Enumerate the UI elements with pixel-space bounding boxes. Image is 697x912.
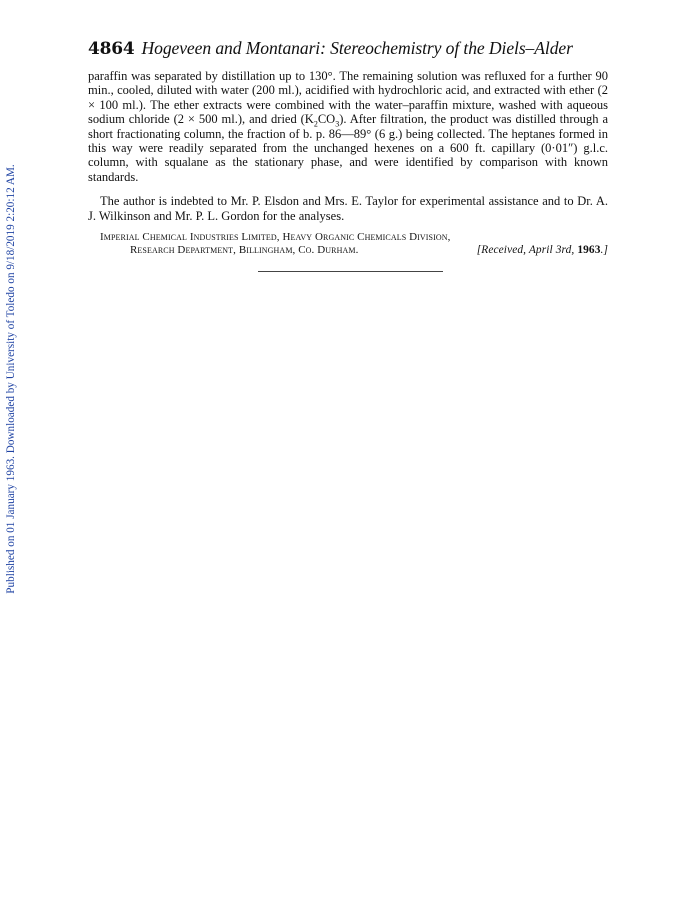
journal-page: [88, 38, 608, 257]
subscript-2: 2: [313, 119, 318, 129]
received-year: 1963: [577, 244, 601, 257]
received-prefix: [Received, April 3rd,: [476, 244, 578, 257]
article-body: [88, 69, 608, 223]
received-date: [477, 244, 608, 257]
affiliation-line-1: Imperial Chemical Industries Limited, Heavy Organic Chemicals Division,: [100, 231, 451, 244]
publication-download-note: Published on 01 January 1963. Downloaded by University of Toledo on 9/18/2019 2:20:12 AM.: [5, 164, 17, 594]
paragraph-text-part-2: ). After filtration, the product was distilled through a short fractionating column, the fraction of b. p. 86—89° (6 g.) being collected. The heptanes formed in this way were readily separated from the unchanged hexenes on a 600 ft. capillary (0·01″) g.l.c. column, with squalane as the stationary phase, and were identified by comparison with known standards.: [88, 112, 608, 184]
section-divider-rule: [258, 271, 443, 272]
paragraph-text-mid: CO: [317, 112, 336, 127]
experimental-paragraph: [88, 69, 608, 184]
page-header: [88, 38, 608, 59]
affiliation-department: Research Department, Billingham, Co. Durham.: [130, 244, 359, 257]
acknowledgement-paragraph: The author is indebted to Mr. P. Elsdon and Mrs. E. Taylor for experimental assistance and to Dr. A. J. Wilkinson and Mr. P. L. Gordon for the analyses.: [88, 194, 608, 223]
running-title: Hogeveen and Montanari: Stereochemistry of the Diels–Alder: [141, 38, 573, 58]
page-number: 4864: [88, 39, 135, 59]
received-suffix: .]: [600, 244, 608, 257]
affiliation-block: [88, 231, 608, 257]
subscript-3: 3: [335, 119, 340, 129]
affiliation-line-2: [88, 244, 608, 257]
paragraph-text-part-1: paraffin was separated by distillation up to 130°. The remaining solution was refluxed for a further 90 min., cooled, diluted with water (200 ml.), acidified with hydrochloric acid, and extracted with ether (2 × 100 ml.). The ether extracts were combined with the water–paraffin mixture, washed with aqueous sodium chloride (2 × 500 ml.), and dried (K: [88, 69, 608, 127]
